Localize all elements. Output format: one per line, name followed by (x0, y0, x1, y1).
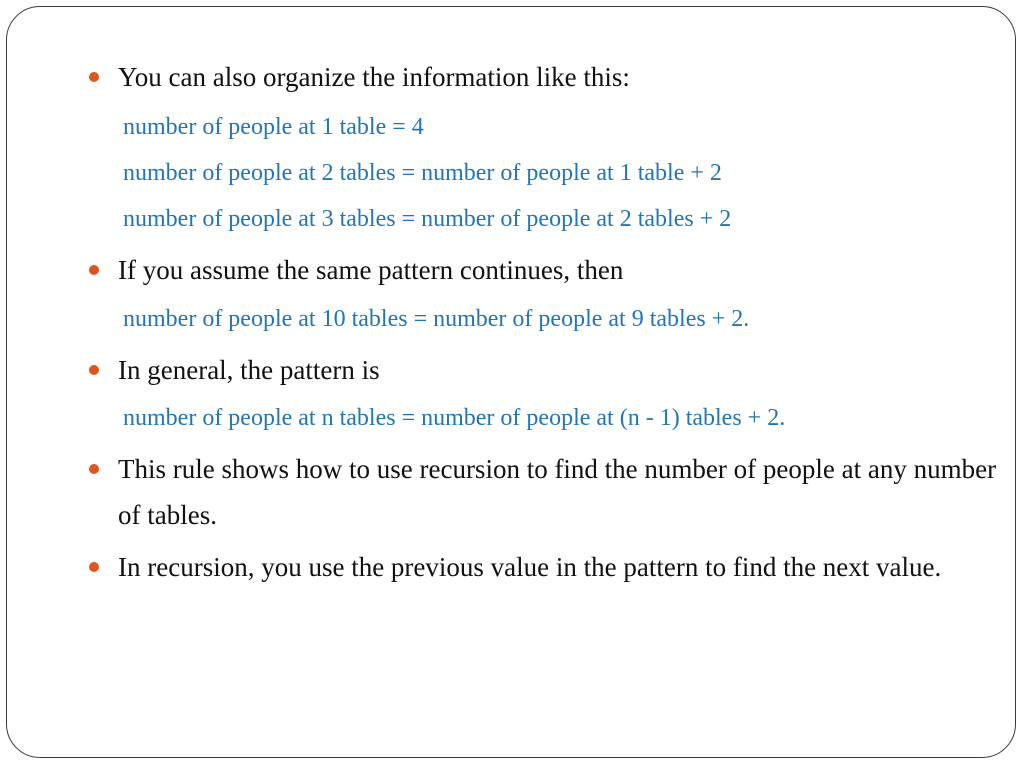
formula-line: number of people at 2 tables = number of people at 1 table + 2 (123, 160, 722, 186)
bullet-text: You can also organize the information like this: (118, 62, 630, 92)
bullet-text: This rule shows how to use recursion to find the number of people at any number of tables. (118, 454, 997, 530)
bullet-text: In general, the pattern is (118, 355, 380, 385)
bullet-dot (89, 72, 99, 82)
formula-line: number of people at n tables = number of people at (n - 1) tables + 2. (123, 405, 786, 431)
formula-line: number of people at 1 table = 4 (123, 114, 424, 140)
bullet-text: If you assume the same pattern continues, then (118, 255, 624, 285)
formula-line: number of people at 10 tables = number of people at 9 tables + 2. (123, 306, 750, 332)
bullet-dot (89, 365, 99, 375)
bullet-dot (89, 464, 99, 474)
bullet-dot (89, 265, 99, 275)
bullet-dot (89, 562, 99, 572)
formula-line: number of people at 3 tables = number of people at 2 tables + 2 (123, 206, 732, 232)
bullet-text: In recursion, you use the previous value in the pattern to find the next value. (118, 552, 942, 582)
